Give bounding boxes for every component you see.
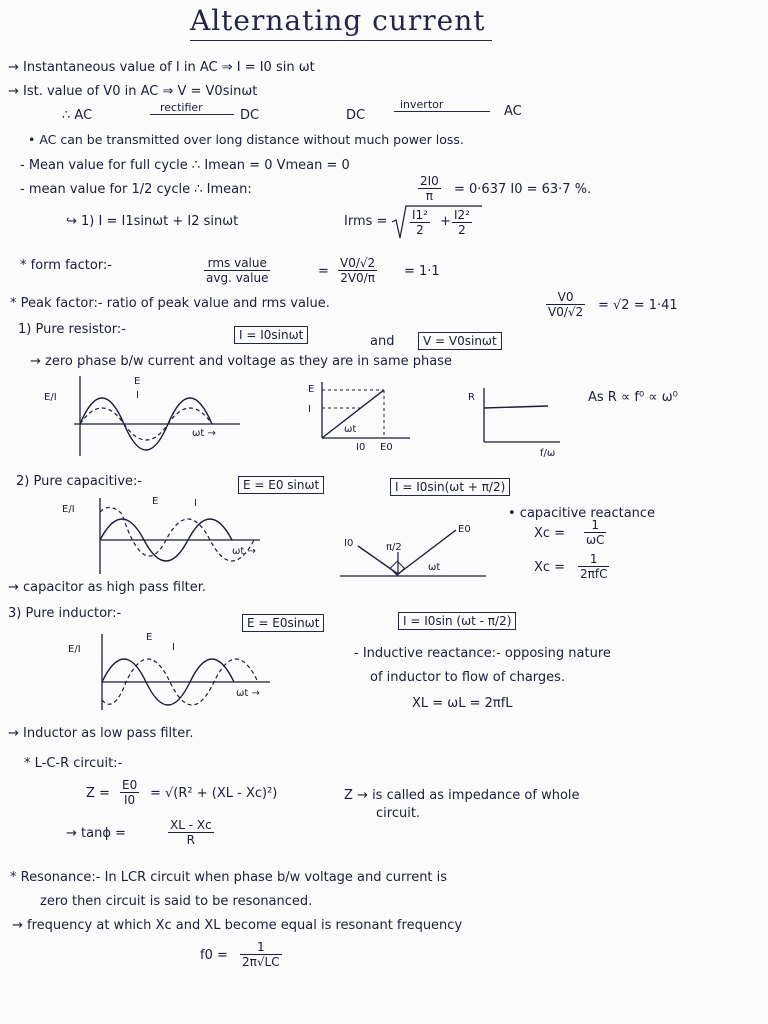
resonance-line-3: → frequency at which Xc and XL become equal is resonant frequency — [12, 918, 463, 933]
g5-wt-label: ωt — [428, 562, 441, 573]
resistor-frequency-note: As R ∝ f⁰ ∝ ω⁰ — [588, 390, 678, 405]
g5-e-phasor — [398, 530, 456, 574]
irms-plus: + — [440, 214, 451, 229]
line-mean-full: - Mean value for full cycle ∴ Imean = 0 Vmean = 0 — [20, 158, 350, 173]
g3-r-label: R — [468, 392, 475, 403]
peak-factor-result: = √2 = 1·41 — [598, 298, 678, 313]
g6-y-label: E/I — [68, 644, 81, 655]
resistor-phasor-graph — [300, 380, 415, 452]
invertor-arrow — [394, 111, 490, 112]
irms-term-1: $\frac{\text{I1²}}{2}$ — [412, 208, 428, 237]
g3-x-label: f/ω — [540, 448, 556, 459]
g5-angle-label: π/2 — [386, 542, 402, 553]
resistor-voltage-box: V = V0sinωt — [418, 332, 502, 350]
line-ac-label-2: AC — [504, 104, 522, 119]
capacitive-reactance-eq-1: Xc = — [534, 526, 566, 541]
resistor-phase-note: → zero phase b/w current and voltage as they are in same phase — [30, 354, 453, 369]
inductor-voltage-box: E = E0sinωt — [242, 614, 324, 632]
resistor-and: and — [370, 334, 395, 349]
line-instantaneous-current: → Instantaneous value of I in AC ⇒ I = I0 sin ωt — [8, 60, 315, 75]
g6-i-label: I — [172, 642, 175, 653]
g5-i-label: I0 — [344, 538, 354, 549]
resonant-frequency-label: f0 = — [200, 948, 228, 963]
rectifier-arrow — [150, 114, 234, 115]
inductor-current-box: I = I0sin (ωt - π/2) — [398, 612, 516, 630]
capacitor-filter-note: → capacitor as high pass filter. — [8, 580, 207, 595]
g5-e-label: E0 — [458, 524, 471, 535]
line-mean-half-result: = 0·637 I0 = 63·7 %. — [454, 182, 592, 197]
impedance-desc-line-1: Z → is called as impedance of whole — [344, 788, 580, 803]
g6-x-label: ωt → — [236, 688, 260, 699]
g2-i-label: I — [308, 404, 311, 415]
line-transmission: • AC can be transmitted over long distance without much power loss. — [28, 132, 464, 147]
inductive-reactance-line-1: - Inductive reactance:- opposing nature — [354, 646, 611, 661]
resonance-line-2: zero then circuit is said to be resonanced. — [40, 894, 313, 909]
peak-factor-fraction: $\frac{V0}{V0/√2}$ — [548, 290, 584, 319]
g6-e-label: E — [146, 632, 153, 643]
g1-x-label: ωt → — [192, 428, 216, 439]
form-factor-fraction-1: rms value avg. value — [206, 256, 269, 285]
form-factor-label: * form factor:- — [20, 258, 113, 273]
g4-y-label: E/I — [62, 504, 75, 515]
inductive-reactance-formula: XL = ωL = 2πfL — [412, 696, 513, 711]
form-factor-fraction-2: $\frac{V0/√2}{2V0/\pi}$ — [340, 256, 376, 285]
mean-half-fraction: $\frac{2I0}{\pi}$ — [420, 174, 439, 203]
g4-current-wave — [100, 507, 254, 561]
g1-e-label: E — [134, 376, 141, 387]
tan-phi-label: → tanϕ = — [66, 826, 126, 841]
resistor-wave-graph — [40, 374, 250, 460]
g2-x1-label: I0 — [356, 442, 366, 453]
capacitor-current-box: I = I0sin(ωt + π/2) — [390, 478, 510, 496]
inductor-filter-note: → Inductor as low pass filter. — [8, 726, 194, 741]
g4-x-label: ωt → — [232, 546, 256, 557]
irms-term-2: $\frac{\text{I2²}}{2}$ — [454, 208, 470, 237]
tan-phi-fraction: $\frac{XL - Xc}{R}$ — [170, 818, 212, 847]
peak-factor-label: * Peak factor:- ratio of peak value and rms value. — [10, 296, 330, 311]
title-underline — [190, 40, 492, 41]
lcr-z-fraction: $\frac{E0}{I0}$ — [122, 778, 138, 807]
resistor-current-box: I = I0sinωt — [234, 326, 308, 344]
lcr-impedance-formula: = √(R² + (XL - Xc)²) — [150, 786, 278, 801]
pure-resistor-label: 1) Pure resistor:- — [18, 322, 126, 337]
line-dc-label-2: DC — [346, 108, 366, 123]
lcr-label: * L-C-R circuit:- — [24, 756, 123, 771]
g1-y-label: E/I — [44, 392, 57, 403]
capacitive-reactance-label: • capacitive reactance — [508, 506, 656, 521]
impedance-desc-line-2: circuit. — [376, 806, 421, 821]
line-dc-label: DC — [240, 108, 260, 123]
inductor-wave-graph — [64, 630, 284, 714]
capacitor-phasor-graph — [336, 516, 496, 588]
resonant-frequency-fraction: $\frac{1}{2\pi√LC}$ — [242, 940, 280, 969]
page-title: Alternating current — [190, 4, 486, 37]
g2-e-label: E — [308, 384, 315, 395]
g2-angle-label: ωt — [344, 424, 357, 435]
inductive-reactance-line-2: of inductor to flow of charges. — [370, 670, 566, 685]
g4-i-label: I — [194, 498, 197, 509]
lcr-z-label: Z = — [86, 786, 110, 801]
line-irms-label: Irms = — [344, 214, 388, 229]
capacitive-reactance-eq-2: Xc = — [534, 560, 566, 575]
line-irms-sum: ↪ 1) I = I1sinωt + I2 sinωt — [66, 214, 239, 229]
g2-x2-label: E0 — [380, 442, 393, 453]
form-factor-equals: = — [318, 264, 329, 279]
g1-i-label: I — [136, 390, 139, 401]
resonance-line-1: * Resonance:- In LCR circuit when phase b/w voltage and current is — [10, 870, 448, 885]
invertor-label: invertor — [400, 98, 444, 111]
g3-r-line — [484, 406, 548, 408]
capacitive-reactance-frac-2: 1 2πfC — [580, 552, 608, 581]
line-mean-half: - mean value for 1/2 cycle ∴ Imean: — [20, 182, 252, 197]
capacitive-reactance-frac-1: $\frac{1}{\omega C}$ — [586, 518, 605, 547]
pure-capacitive-label: 2) Pure capacitive:- — [16, 474, 143, 489]
resistance-frequency-graph — [464, 384, 564, 458]
line-ac-label: ∴ AC — [62, 108, 93, 123]
form-factor-result: = 1·1 — [404, 264, 440, 279]
capacitor-voltage-box: E = E0 sinωt — [238, 476, 324, 494]
capacitor-wave-graph — [60, 494, 280, 576]
g4-e-label: E — [152, 496, 159, 507]
pure-inductor-label: 3) Pure inductor:- — [8, 606, 122, 621]
rectifier-label: rectifier — [160, 101, 203, 114]
line-instantaneous-voltage: → Ist. value of V0 in AC ⇒ V = V0sinωt — [8, 84, 258, 99]
